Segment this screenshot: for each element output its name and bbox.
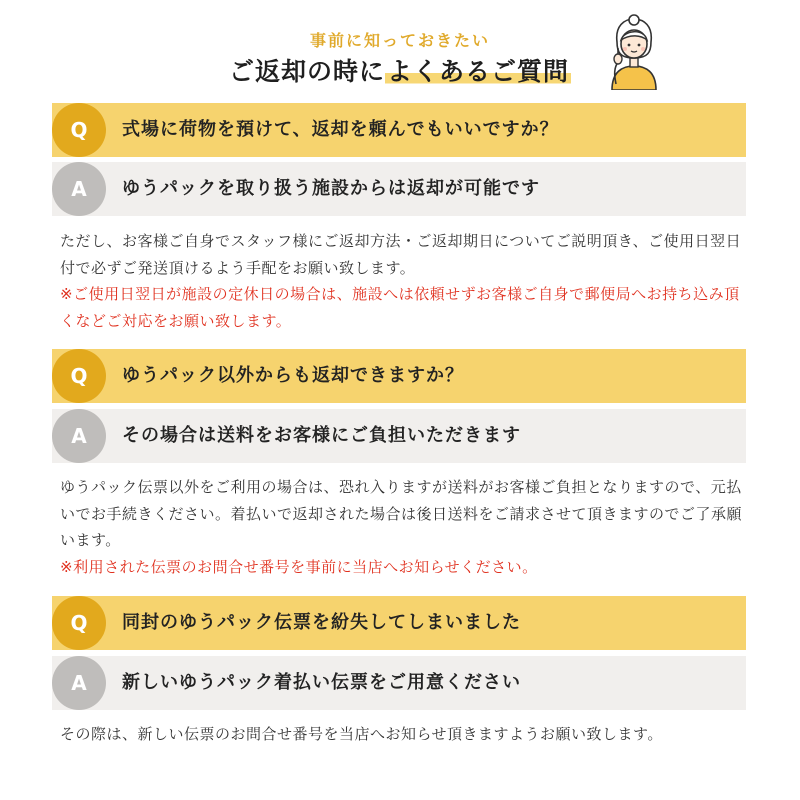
- answer-detail-1: [60, 228, 750, 334]
- answer-badge: A: [52, 656, 106, 710]
- detail-text: ただし、お客様ご自身でスタッフ様にご返却方法・ご返却期日についてご説明頂き、ご使用日翌日付で必ずご発送頂けるよう手配をお願い致します。: [60, 232, 742, 277]
- page-title-plain: ご返却の時に: [228, 57, 385, 86]
- answer-detail-3: [60, 721, 750, 748]
- answer-bar-2: [52, 409, 746, 463]
- header-eyebrow: 事前に知っておきたい: [309, 31, 490, 50]
- answer-bar-1: [52, 162, 746, 216]
- question-text: ゆうパック以外からも返却できますか？: [122, 365, 464, 386]
- answer-text: ゆうパックを取り扱う施設からは返却が可能です: [122, 178, 540, 199]
- page-title: [0, 52, 800, 88]
- answer-badge: A: [52, 162, 106, 216]
- woman-thinking-illustration: [604, 14, 664, 90]
- answer-badge: A: [52, 409, 106, 463]
- question-text: 式場に荷物を預けて、返却を頼んでもいいですか？: [122, 119, 559, 140]
- question-bar-3: [52, 596, 746, 650]
- page-header: [0, 0, 800, 96]
- notice-text: ※ご使用日翌日が施設の定休日の場合は、施設へは依頼せずお客様ご自身で郵便局へお持ち込み頂くなどご対応をお願い致します。: [60, 285, 740, 330]
- notice-text: ※利用された伝票のお問合せ番号を事前に当店へお知らせください。: [60, 557, 538, 576]
- question-badge: Q: [52, 349, 106, 403]
- answer-text: 新しいゆうパック着払い伝票をご用意ください: [122, 672, 521, 693]
- question-bar-1: [52, 103, 746, 157]
- detail-text: ゆうパック伝票以外をご利用の場合は、恐れ入りますが送料がお客様ご負担となりますので、元払いでお手続きください。着払いで返却された場合は後日送料をご請求させて頂きますのでご了承願います。: [60, 478, 743, 549]
- answer-detail-2: [60, 474, 750, 580]
- answer-bar-3: [52, 656, 746, 710]
- detail-text: その際は、新しい伝票のお問合せ番号を当店へお知らせ頂きますようお願い致します。: [60, 725, 663, 743]
- page-title-highlight: よくあるご質問: [387, 57, 570, 86]
- question-badge: Q: [52, 596, 106, 650]
- question-text: 同封のゆうパック伝票を紛失してしまいました: [122, 612, 521, 633]
- question-badge: Q: [52, 103, 106, 157]
- question-bar-2: [52, 349, 746, 403]
- answer-text: その場合は送料をお客様にご負担いただきます: [122, 425, 521, 446]
